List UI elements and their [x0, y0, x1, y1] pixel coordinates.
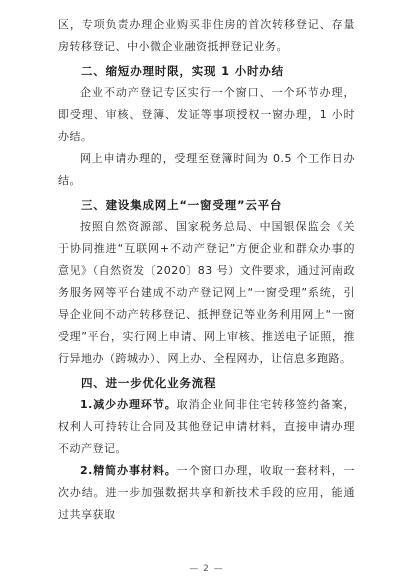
subsection-label-reduce-steps: 1.减少办理环节。: [80, 398, 177, 411]
paragraph-simplify-materials: [58, 460, 355, 526]
section-heading-4: 四、进一步优化业务流程: [81, 376, 217, 390]
section-heading-2: 二、缩短办理时限，实现 1 小时办结: [81, 64, 284, 78]
subsection-text-simplify-materials: 一个窗口办理，收取一套材料，一次办结。进一步加强数据共享和新技术手段的应用，能通过共享获取: [58, 464, 355, 521]
paragraph-cloud-platform: 按照自然资源部、国家税务总局、中国银保监会《关于协同推进“互联网+不动产登记”方便企业和群众办事的意见》（自然资发〔2020〕83 号）文件要求，通过河南政务服务网等平台建成不动产登记网上“一窗受理”系统，引导企业间不动产转移登记、抵押登记等业务利用网上“一窗受理”平台，实行网上申请、网上审核、推送电子证照，推行异地办（跨城办）、网上办、全程网办，让信息多跑路。: [58, 220, 355, 365]
paragraph-continuation: 区，专项负责办理企业购买非住房的首次转移登记、存量房转移登记、中小微企业融资抵押登记业务。: [58, 18, 355, 53]
subsection-label-simplify-materials: 2.精简办事材料。: [80, 464, 177, 477]
section-heading-3: 三、建设集成网上“一窗受理”云平台: [81, 198, 283, 212]
paragraph-one-window: 企业不动产登记专区实行一个窗口、一个环节办理，即受理、审核、登簿、发证等事项授权一窗办理，1 小时办结。: [58, 86, 355, 143]
page-number: — 2 —: [189, 564, 224, 574]
paragraph-reduce-steps: [58, 394, 355, 460]
subsection-text-reduce-steps: 取消企业间非住宅转移签约备案，权利人可持转让合同及其他登记申请材料，直接申请办理不动产登记。: [58, 398, 355, 455]
paragraph-online-application: 网上申请办理的，受理至登簿时间为 0.5 个工作日办结。: [58, 152, 355, 187]
